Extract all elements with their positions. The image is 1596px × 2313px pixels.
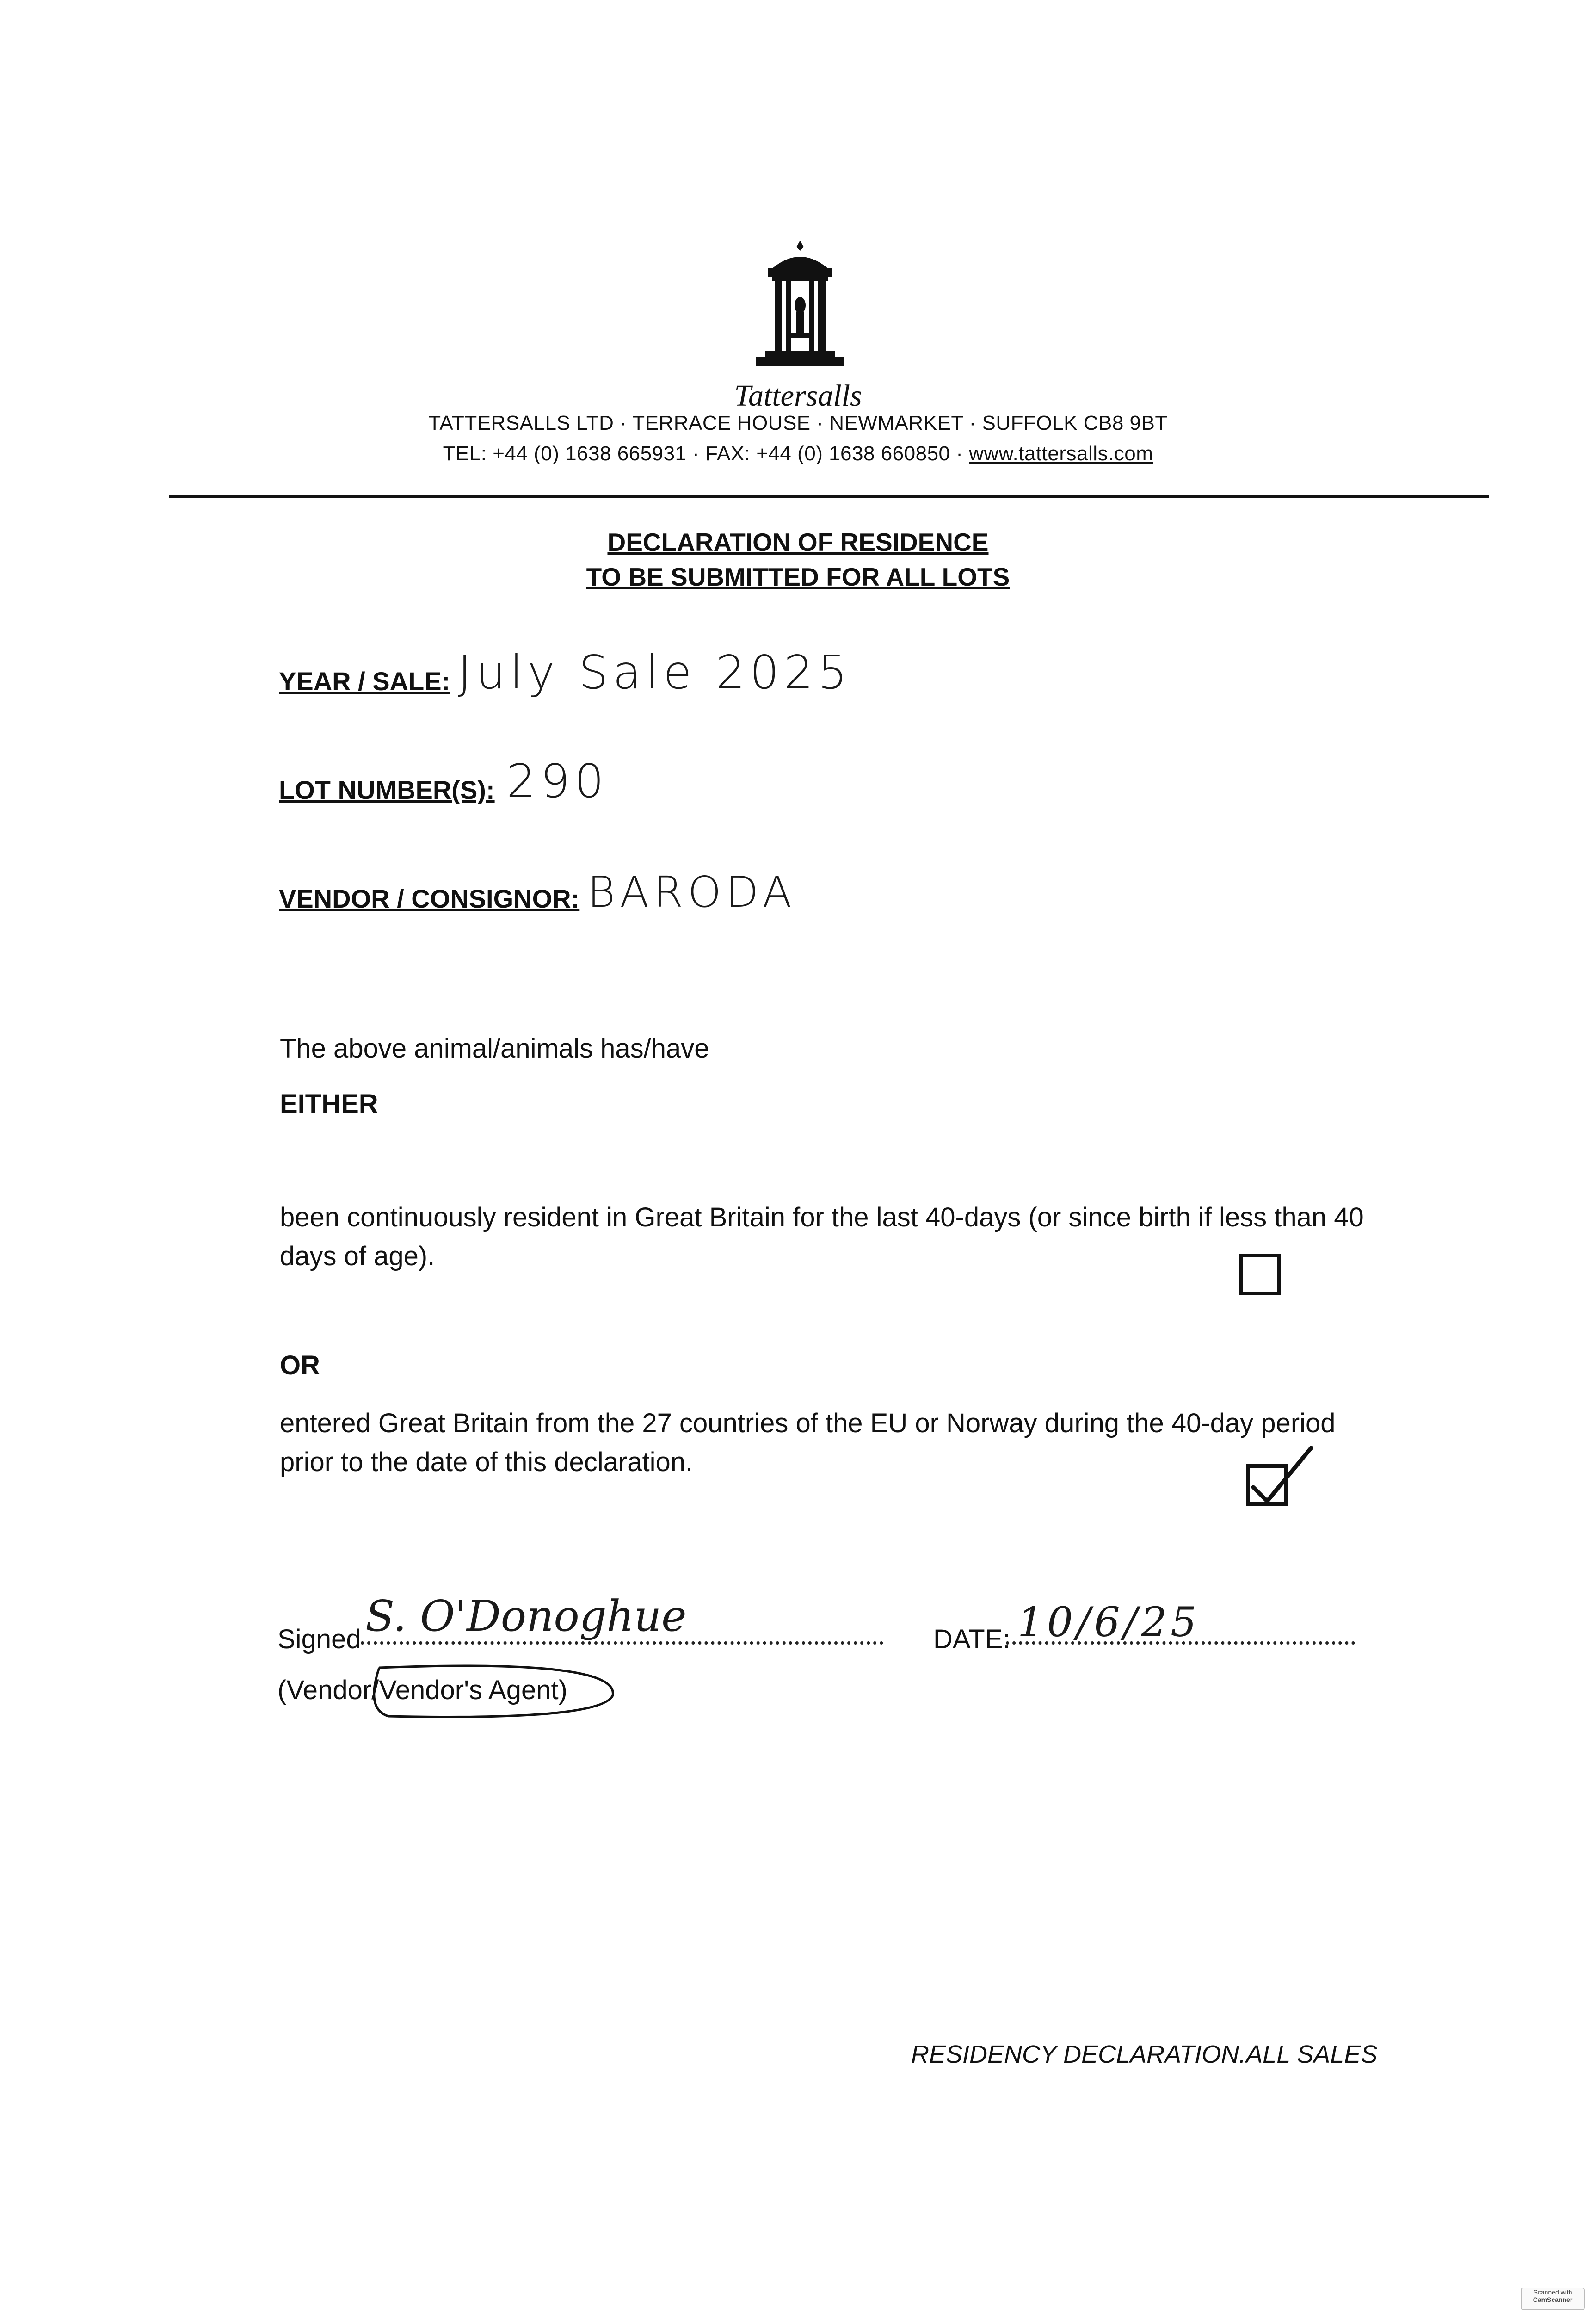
checkmark-icon [1246,1443,1316,1508]
company-address: TATTERSALLS LTD · TERRACE HOUSE · NEWMARKET · SUFFOLK CB8 9BT [428,412,1168,434]
or-heading: OR [280,1350,320,1380]
tattersalls-logo [754,236,846,375]
contact-phone-fax: TEL: +44 (0) 1638 665931 · FAX: +44 (0) 1638 660850 · [443,442,969,465]
option1-line1: been continuously resident in Great Britain for the last 40-days (or since birth if less than 40 [280,1202,1364,1232]
header-divider [169,495,1489,498]
brand-name: Tattersalls [734,379,862,413]
company-contact [0,442,1596,465]
option1-checkbox[interactable] [1239,1254,1281,1295]
signer-role: (Vendor/Vendor's Agent) [277,1675,567,1705]
scanner-caption: Scanned with [1533,2288,1572,2296]
scanner-badge [1521,2288,1585,2310]
website-link[interactable]: www.tattersalls.com [969,442,1153,465]
option2-line1: entered Great Britain from the 27 countries of the EU or Norway during the 40-day period [280,1408,1336,1438]
role-circle-mark [361,1663,624,1723]
vendor-consignor-label: VENDOR / CONSIGNOR: [279,884,580,913]
signed-label: Signed [277,1624,361,1654]
date-value[interactable]: 10/6/25 [1017,1598,1201,1646]
lot-number-value[interactable]: 290 [506,754,609,808]
either-heading: EITHER [280,1089,378,1119]
form-subtitle: TO BE SUBMITTED FOR ALL LOTS [586,563,1010,591]
signature-line [361,1641,883,1645]
footer-note: RESIDENCY DECLARATION.ALL SALES [911,2041,1378,2068]
lot-number-label: LOT NUMBER(S): [279,775,495,804]
option2-line2: prior to the date of this declaration. [280,1447,693,1477]
year-sale-value[interactable]: July Sale 2025 [458,645,852,699]
scanner-app: CamScanner [1533,2296,1573,2303]
signature-value[interactable]: S. O'Donoghue [365,1591,687,1641]
vendor-consignor-value[interactable]: BARODA [587,867,796,917]
date-label: DATE: [933,1624,1011,1654]
option1-line2: days of age). [280,1241,435,1271]
statement-intro: The above animal/animals has/have [280,1033,709,1064]
year-sale-label: YEAR / SALE: [279,667,450,696]
form-title: DECLARATION OF RESIDENCE [607,528,989,557]
